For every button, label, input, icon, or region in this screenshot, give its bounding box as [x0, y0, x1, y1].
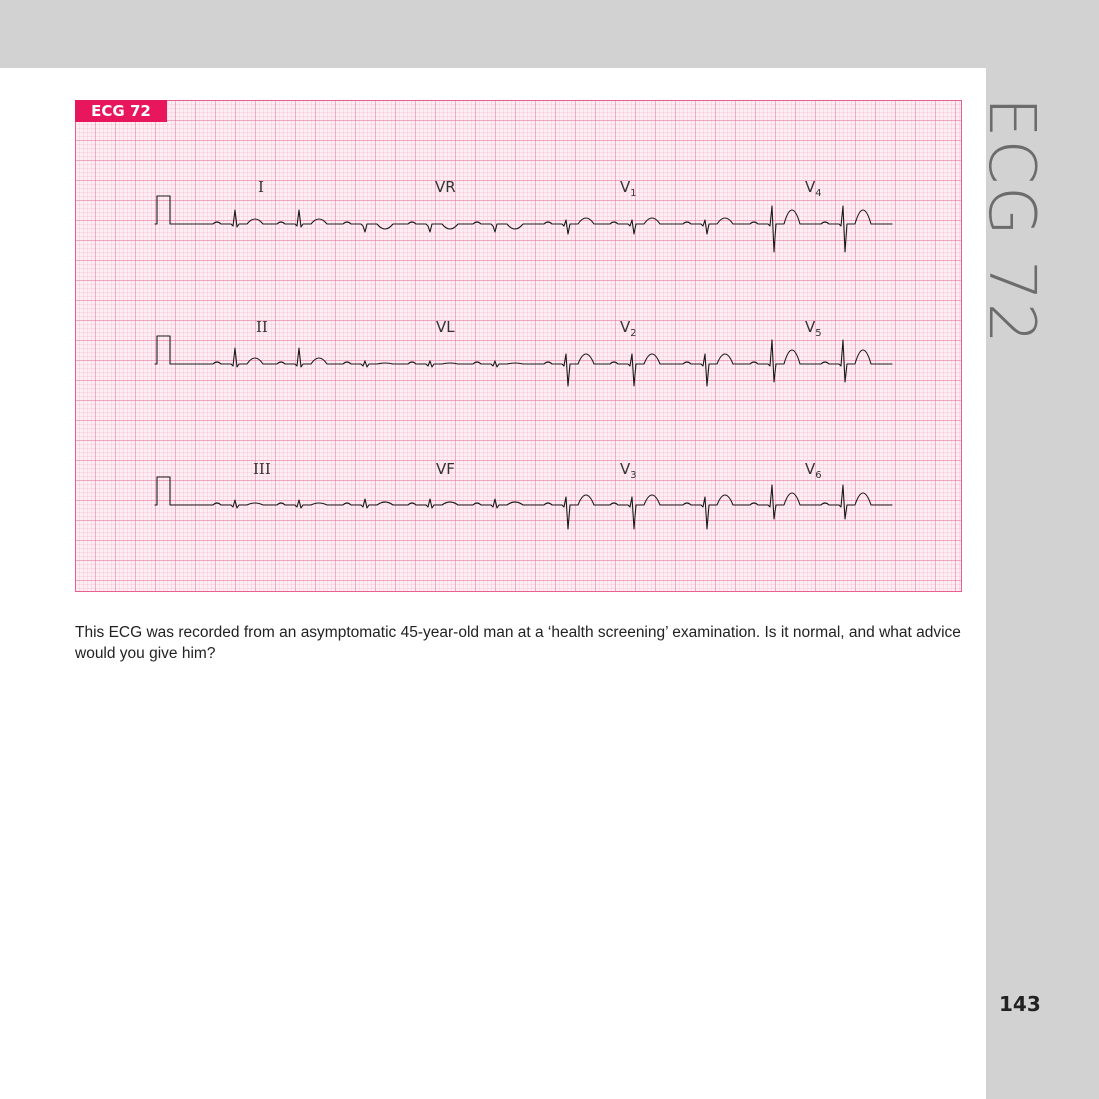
lead-label-iii: III — [253, 460, 271, 478]
lead-label-v1-letter: V — [620, 178, 631, 196]
lead-label-v1-sub: 1 — [630, 188, 637, 199]
lead-label-vr: VR — [435, 178, 456, 196]
page-number: 143 — [999, 992, 1041, 1016]
lead-label-v4-sub: 4 — [815, 188, 822, 199]
ecg-figure — [75, 100, 962, 592]
lead-label-ii: II — [256, 318, 268, 336]
lead-label-vl: VL — [436, 318, 455, 336]
lead-label-v2-letter: V — [620, 318, 631, 336]
lead-label-v6-letter: V — [805, 460, 816, 478]
ecg-badge: ECG 72 — [75, 100, 167, 122]
lead-label-v2-sub: 2 — [630, 328, 637, 339]
question-caption: This ECG was recorded from an asymptomatic 45-year-old man at a ‘health screening’ examination. Is it normal, and what advice would you give him? — [75, 624, 961, 662]
lead-label-v4-letter: V — [805, 178, 816, 196]
lead-label-vf: VF — [436, 460, 455, 478]
lead-label-v3-letter: V — [620, 460, 631, 478]
top-band — [0, 0, 1099, 68]
ecg-grid — [75, 100, 962, 592]
lead-label-v5-sub: 5 — [815, 328, 822, 339]
lead-label-v3-sub: 3 — [630, 470, 637, 481]
lead-label-v5-letter: V — [805, 318, 816, 336]
side-title: ECG 72 — [974, 97, 1048, 346]
lead-label-i: I — [258, 178, 264, 196]
lead-label-v6-sub: 6 — [815, 470, 822, 481]
